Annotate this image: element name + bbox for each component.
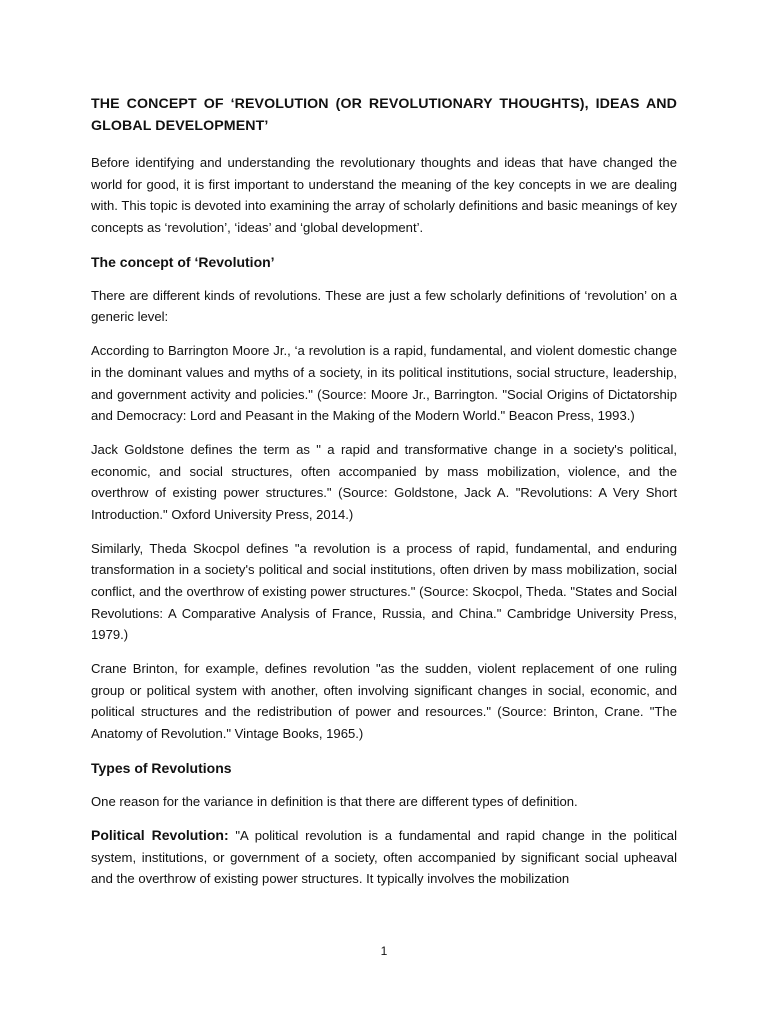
section-heading-types: Types of Revolutions [91, 760, 232, 776]
paragraph-goldstone: Jack Goldstone defines the term as " a rapid and transformative change in a society's political, economic, and social structures, often accompanied by mass mobilization, violence, and the overthrow of existing power structures." (Source: Goldstone, Jack A. "Revolutions: A Very Short Introduction." Oxford University Press, 2014.) [91, 442, 677, 522]
paragraph-political-revolution [91, 825, 677, 890]
page-content [91, 93, 677, 902]
intro-paragraph: Before identifying and understanding the revolutionary thoughts and ideas that have changed the world for good, it is first important to understand the meaning of the key concepts in we are dealing with. This topic is devoted into examining the array of scholarly definitions and basic meanings of key concepts as ‘revolution’, ‘ideas’ and ‘global development’. [91, 155, 677, 235]
page-number: 1 [380, 944, 388, 958]
paragraph: There are different kinds of revolutions. These are just a few scholarly definitions of ‘revolution’ on a generic level: [91, 287, 677, 325]
paragraph-moore: According to Barrington Moore Jr., ‘a revolution is a rapid, fundamental, and violent domestic change in the dominant values and myths of a society, in its political institutions, social structure, leadership, and government activity and policies." (Source: Moore Jr., Barrington. "Social Origins of Dictatorship and Democracy: Lord and Peasant in the Making of the Modern World." Beacon Press, 1993.) [91, 343, 677, 424]
paragraph-skocpol: Similarly, Theda Skocpol defines "a revolution is a process of rapid, fundamental, and enduring transformation in a society's political and social institutions, often driven by mass mobilization, social conflict, and the overthrow of existing power structures." (Source: Skocpol, Theda. "States and Social Revolutions: A Comparative Analysis of France, Russia, and China." Cambridge University Press, 1979.) [91, 540, 677, 643]
paragraph-brinton: Crane Brinton, for example, defines revolution "as the sudden, violent replacement of one ruling group or political system with another, often involving significant changes in social, economic, and political structures and the redistribution of power and resources." (Source: Brinton, Crane. "The Anatomy of Revolution." Vintage Books, 1965.) [91, 661, 677, 742]
political-revolution-text: "A political revolution is a fundamental and rapid change in the political system, institutions, or government of a society, often accompanied by significant social upheaval and the overthrow of existing power structures. It typically involves the mobilization [91, 827, 677, 887]
document-title: THE CONCEPT OF ‘REVOLUTION (OR REVOLUTIONARY THOUGHTS), IDEAS AND GLOBAL DEVELOPMENT’ [91, 96, 677, 134]
political-revolution-lead: Political Revolution: [91, 826, 229, 843]
section-heading-revolution: The concept of ‘Revolution’ [91, 253, 275, 270]
paragraph-types: One reason for the variance in definition is that there are different types of definition. [91, 794, 578, 809]
